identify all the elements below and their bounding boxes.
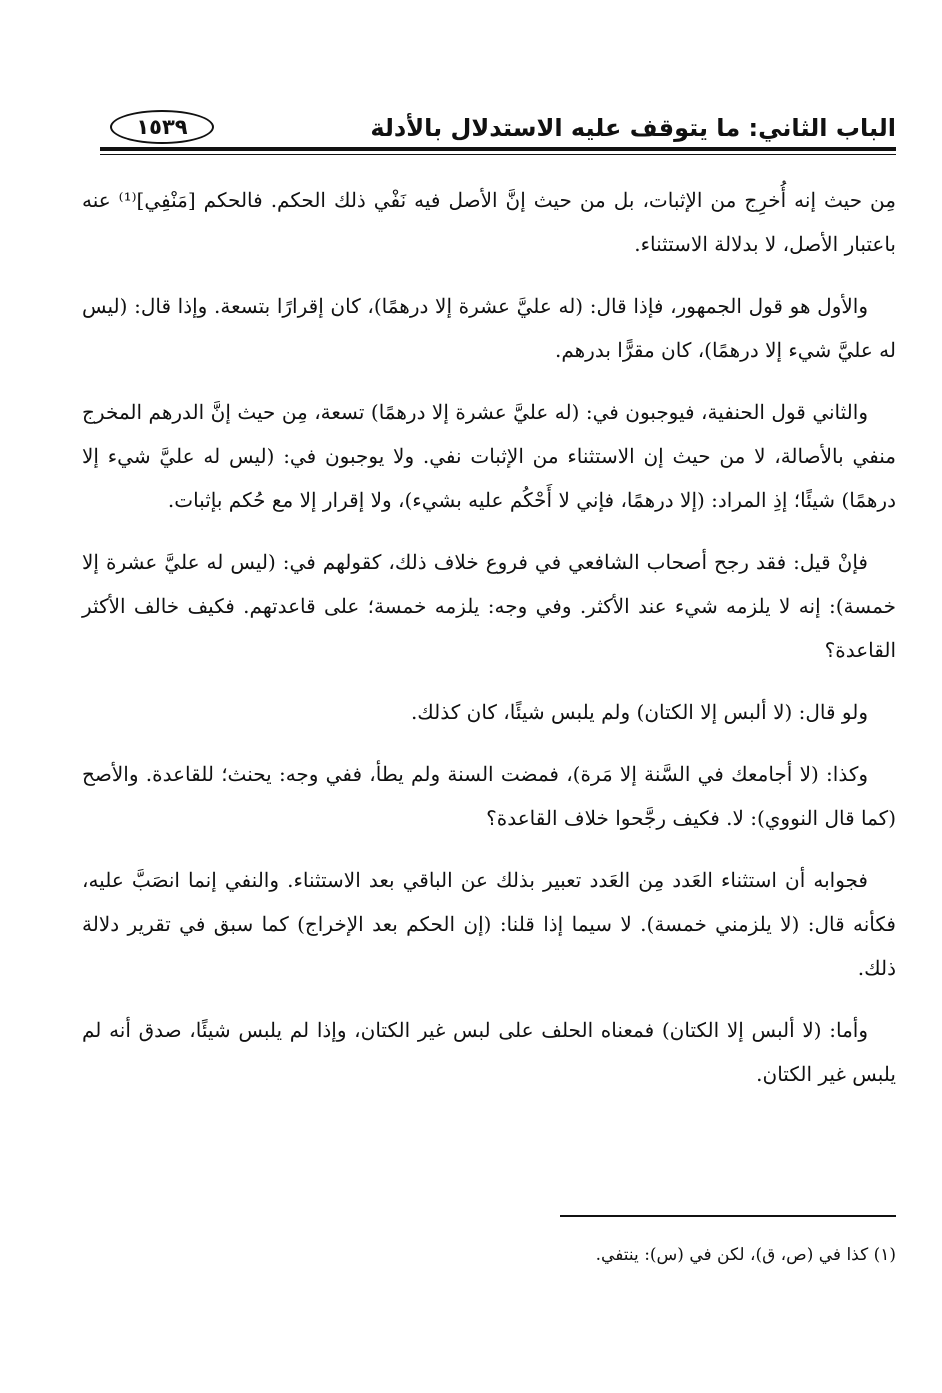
footnote-separator	[560, 1215, 896, 1217]
paragraph: ولو قال: (لا ألبس إلا الكتان) ولم يلبس شيئًا، كان كذلك.	[410, 700, 868, 724]
page-number: ١٥٣٩	[110, 110, 214, 144]
paragraph: وأما: (لا ألبس إلا الكتان) فمعناه الحلف على لبس غير الكتان، وإذا لم يلبس شيئًا، صدق أنه لم يلبس غير الكتان.	[82, 1018, 896, 1086]
footnote: (١) كذا في (ص، ق)، لكن في (س): ينتفي.	[595, 1245, 896, 1265]
paragraph: والأول هو قول الجمهور، فإذا قال: (له عليَّ عشرة إلا درهمًا)، كان إقرارًا بتسعة. وإذا قال: (ليس له عليَّ شيء إلا درهمًا)، كان مقرًّا بدرهم.	[82, 294, 896, 362]
paragraph: مِن حيث إنه أُخرِج من الإثبات، بل من حيث إنَّ الأصل فيه نَفْي ذلك الحكم. فالحكم [مَنْفِي]⁽¹⁾ عنه باعتبار الأصل، لا بدلالة الاستثناء.	[82, 188, 896, 256]
paragraph: والثاني قول الحنفية، فيوجبون في: (له عليَّ عشرة إلا درهمًا) تسعة، مِن حيث إنَّ الدرهم المخرج منفي بالأصالة، لا من حيث إن الاستثناء من الإثبات نفي. ولا يوجبون في: (ليس له عليَّ شيء إلا درهمًا) شيئًا؛ إذِ المراد: (إلا درهمًا، فإني لا أَحْكُم عليه بشيء)، ولا إقرار إلا مع حُكم بإثبات.	[82, 400, 896, 512]
paragraph: فجوابه أن استثناء العَدد مِن العَدد تعبير بذلك عن الباقي بعد الاستثناء. والنفي إنما انصَبَّ عليه، فكأنه قال: (لا يلزمني خمسة). لا سيما إذا قلنا: (إن الحكم بعد الإخراج) كما سبق في تقرير دلالة ذلك.	[82, 868, 896, 980]
header-rule-thin	[100, 154, 896, 155]
header-rule-thick	[100, 147, 896, 151]
paragraph: فإنْ قيل: فقد رجح أصحاب الشافعي في فروع خلاف ذلك، كقولهم في: (ليس له عليَّ عشرة إلا خمسة): إنه لا يلزمه شيء عند الأكثر. وفي وجه: يلزمه خمسة؛ على قاعدتهم. فكيف خالف الأكثر القاعدة؟	[82, 550, 896, 662]
paragraph: وكذا: (لا أجامعك في السَّنة إلا مَرة)، فمضت السنة ولم يطأ، ففي وجه: يحنث؛ للقاعدة. والأصح (كما قال النووي): لا. فكيف رجَّحوا خلاف القاعدة؟	[82, 762, 896, 830]
running-title: الباب الثاني: ما يتوقف عليه الاستدلال بالأدلة	[370, 114, 896, 142]
main-text	[82, 178, 896, 1114]
footnotes	[82, 1240, 896, 1270]
